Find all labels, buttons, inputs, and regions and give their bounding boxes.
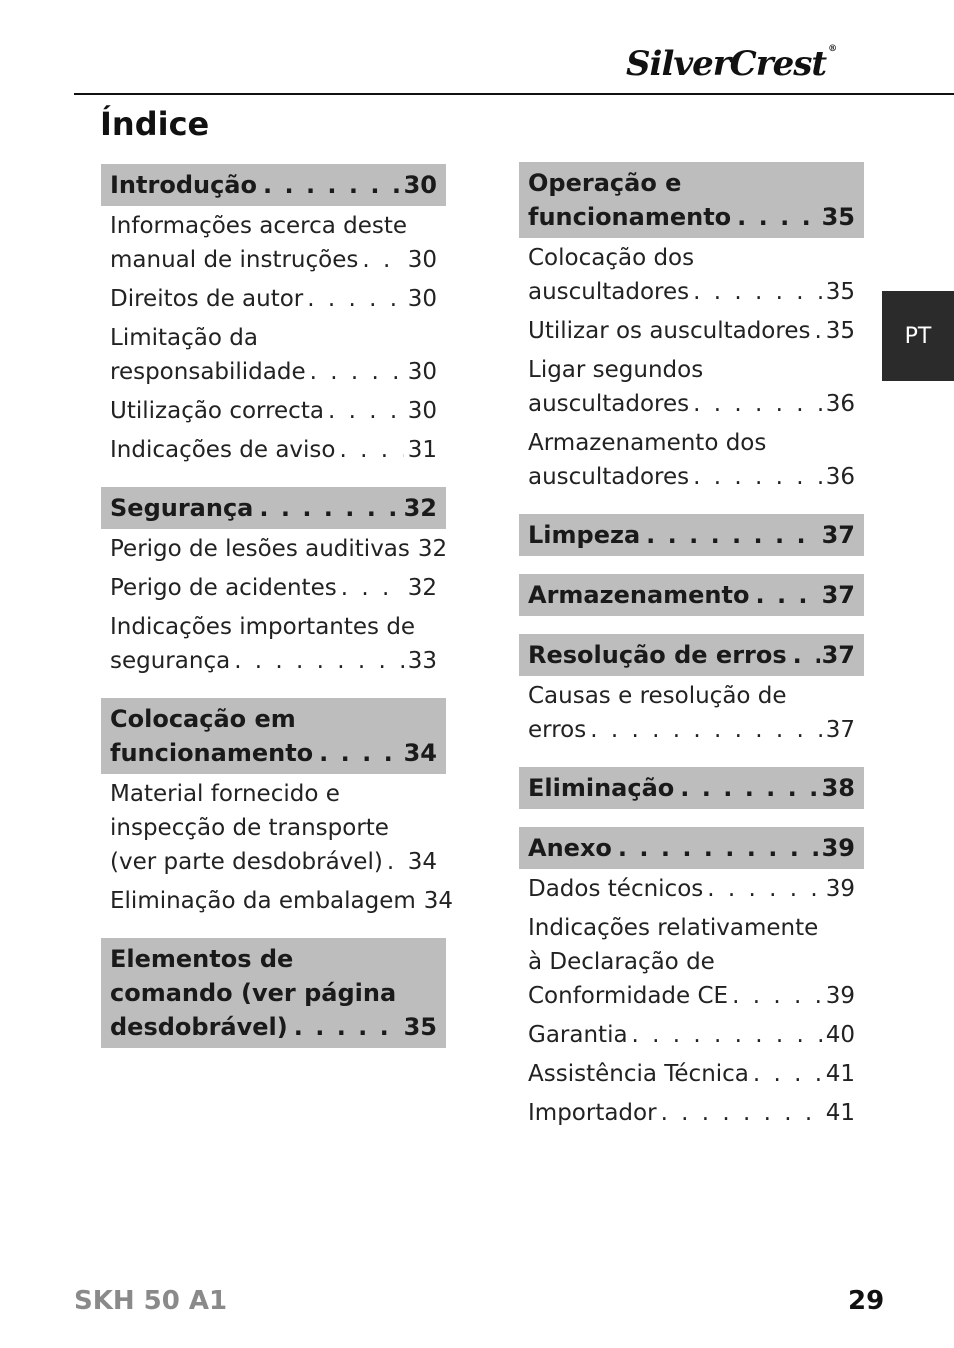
entry-title-row (528, 1096, 855, 1130)
toc-entry[interactable] (528, 350, 855, 423)
entry-title-row (528, 387, 855, 421)
entry-title-line: Causas e resolução de (528, 683, 787, 709)
page-number: 30 (407, 359, 437, 385)
section-title: Eliminação (528, 774, 675, 802)
toc-section (519, 514, 864, 556)
page-number: 36 (825, 391, 855, 417)
dot-leader (259, 491, 401, 525)
entry-title: Eliminação da embalagem (110, 888, 416, 914)
toc-entry[interactable] (528, 1054, 855, 1093)
toc-section (519, 574, 864, 616)
entry-title: Indicações de aviso (110, 437, 336, 463)
page-number: 32 (407, 575, 437, 601)
page-number: 39 (821, 834, 855, 862)
entry-title-line: Limitação da (110, 325, 258, 351)
toc-entry-list (101, 206, 446, 469)
entry-title-row (528, 979, 855, 1013)
entry-title-row (528, 1018, 855, 1052)
dot-leader (632, 1018, 822, 1052)
entry-title-row (110, 845, 437, 879)
page-number: 33 (407, 648, 437, 674)
dot-leader (732, 979, 822, 1013)
section-title-row (528, 518, 855, 552)
page-number: 38 (821, 774, 855, 802)
section-title: Segurança (110, 494, 254, 522)
section-title-row (528, 831, 855, 865)
entry-title: erros (528, 717, 587, 743)
page-number: 37 (821, 641, 855, 669)
dot-leader (339, 433, 403, 467)
page-number: 30 (407, 286, 437, 312)
toc-entry[interactable] (110, 391, 437, 430)
page-title: Índice (100, 105, 210, 143)
toc-entry[interactable] (528, 869, 855, 908)
toc-entry[interactable] (110, 774, 437, 881)
entry-title-line: Armazenamento dos (528, 430, 767, 456)
toc-entry[interactable] (110, 568, 437, 607)
toc-section (519, 827, 864, 1132)
entry-title-row (110, 433, 437, 467)
brand-logo (626, 44, 886, 84)
entry-title: segurança (110, 648, 231, 674)
dot-leader (234, 644, 404, 678)
dot-leader (793, 638, 820, 672)
toc-section (101, 938, 446, 1048)
entry-title-line: inspecção de transporte (110, 815, 389, 841)
dot-leader (341, 571, 404, 605)
entry-title-line: à Declaração de (528, 949, 715, 975)
entry-title-row (528, 1057, 855, 1091)
page-number: 41 (825, 1100, 855, 1126)
entry-title: Utilização correcta (110, 398, 324, 424)
toc-entry-list (101, 774, 454, 920)
entry-title-row (110, 282, 437, 316)
entry-title: auscultadores (528, 464, 690, 490)
section-title-row (110, 1010, 437, 1044)
entry-title-row (110, 243, 437, 277)
entry-title: Importador (528, 1100, 657, 1126)
toc-section-header[interactable] (519, 767, 864, 809)
toc-entry[interactable] (528, 1015, 855, 1054)
toc-section-header[interactable] (101, 164, 446, 206)
section-title-line: Colocação em (110, 705, 296, 733)
dot-leader (387, 845, 404, 879)
dot-leader (319, 736, 401, 770)
toc-section-header[interactable] (519, 634, 864, 676)
toc-entry[interactable] (528, 676, 855, 749)
registered-mark: ® (828, 44, 837, 54)
header-rule (74, 93, 954, 95)
entry-title: Direitos de autor (110, 286, 304, 312)
entry-title: manual de instruções (110, 247, 359, 273)
entry-title: Utilizar os auscultadores (528, 318, 811, 344)
toc-section (101, 487, 446, 680)
section-title-row (528, 638, 855, 672)
page-number: 37 (825, 717, 855, 743)
dot-leader (310, 355, 404, 389)
footer-model: SKH 50 A1 (74, 1286, 228, 1316)
entry-title-row (110, 644, 437, 678)
section-title-row (110, 736, 437, 770)
dot-leader (737, 200, 819, 234)
entry-title-row (110, 355, 437, 389)
page-number: 35 (403, 1013, 437, 1041)
section-title: funcionamento (110, 739, 314, 767)
page-number: 39 (825, 876, 855, 902)
section-title: Armazenamento (528, 581, 750, 609)
entry-title-row (110, 394, 437, 428)
entry-title-line: Indicações importantes de (110, 614, 416, 640)
dot-leader (680, 771, 819, 805)
dot-leader (661, 1096, 822, 1130)
section-title-row (528, 771, 855, 805)
page-number: 36 (825, 464, 855, 490)
page-number: 40 (825, 1022, 855, 1048)
toc-entry-list (519, 676, 864, 749)
language-tab (882, 291, 954, 381)
entry-title-row (528, 275, 855, 309)
page-number: 37 (821, 521, 855, 549)
toc-entry[interactable] (528, 311, 855, 350)
toc-section (101, 698, 454, 920)
page-number: 30 (403, 171, 437, 199)
toc-section-header[interactable] (101, 698, 446, 774)
toc-section-header[interactable] (519, 162, 864, 238)
toc-entry-list (519, 869, 864, 1132)
entry-title-row (528, 314, 855, 348)
entry-title: responsabilidade (110, 359, 306, 385)
toc-entry[interactable] (110, 881, 454, 920)
section-title-row (528, 200, 855, 234)
page-number: 34 (407, 849, 437, 875)
section-title: Introdução (110, 171, 257, 199)
page-number: 32 (417, 536, 448, 562)
entry-title-row (528, 713, 855, 747)
section-title-row (110, 491, 437, 525)
entry-title: (ver parte desdobrável) (110, 849, 383, 875)
toc-entry[interactable] (528, 908, 855, 1015)
section-title: Anexo (528, 834, 612, 862)
toc-right-column (519, 162, 864, 1150)
entry-title-row (528, 872, 855, 906)
toc-section (519, 162, 864, 496)
entry-title: Assistência Técnica (528, 1061, 749, 1087)
dot-leader (362, 243, 403, 277)
entry-title: Conformidade CE (528, 983, 729, 1009)
entry-title-row (110, 884, 454, 918)
page-number: 30 (407, 398, 437, 424)
toc-section (101, 164, 446, 469)
toc-entry[interactable] (110, 607, 437, 680)
toc-section-header[interactable] (519, 827, 864, 869)
entry-title-row (110, 571, 437, 605)
page-number: 32 (403, 494, 437, 522)
dot-leader (693, 275, 822, 309)
toc-section (519, 634, 864, 749)
toc-entry[interactable] (110, 206, 437, 279)
toc-section-header[interactable] (519, 514, 864, 556)
entry-title: Perigo de lesões auditivas (110, 536, 410, 562)
dot-leader (814, 314, 821, 348)
entry-title-line: Colocação dos (528, 245, 695, 271)
entry-title: Garantia (528, 1022, 628, 1048)
language-code: PT (904, 323, 932, 349)
dot-leader (707, 872, 821, 906)
toc-section-header[interactable] (101, 487, 446, 529)
toc-entry[interactable] (110, 279, 437, 318)
entry-title: auscultadores (528, 279, 690, 305)
page-number: 35 (821, 203, 855, 231)
page-number: 34 (403, 739, 437, 767)
toc-entry-list (101, 529, 446, 680)
entry-title: auscultadores (528, 391, 690, 417)
entry-title-line: Material fornecido e (110, 781, 340, 807)
entry-title: Perigo de acidentes (110, 575, 337, 601)
dot-leader (590, 713, 822, 747)
entry-title: Dados técnicos (528, 876, 704, 902)
section-title-line: Operação e (528, 169, 682, 197)
toc-entry[interactable] (528, 1093, 855, 1132)
page-number: 35 (825, 279, 855, 305)
toc-entry[interactable] (110, 430, 437, 469)
section-title-row (528, 578, 855, 612)
entry-title-line: Ligar segundos (528, 357, 704, 383)
page-number: 39 (825, 983, 855, 1009)
page-number: 31 (407, 437, 437, 463)
section-title: Resolução de erros (528, 641, 787, 669)
section-title-line: comando (ver página (110, 979, 397, 1007)
page-number: 37 (821, 581, 855, 609)
dot-leader (693, 387, 822, 421)
dot-leader (618, 831, 820, 865)
toc-section (519, 767, 864, 809)
entry-title-row (528, 460, 855, 494)
dot-leader (294, 1010, 402, 1044)
section-title: desdobrável) (110, 1013, 288, 1041)
section-title-row (110, 168, 437, 202)
dot-leader (263, 168, 402, 202)
dot-leader (307, 282, 403, 316)
toc-entry[interactable] (110, 529, 448, 568)
toc-section-header[interactable] (519, 574, 864, 616)
toc-entry[interactable] (528, 238, 855, 311)
dot-leader (328, 394, 404, 428)
entry-title-row (110, 532, 448, 566)
toc-left-column (101, 164, 454, 1066)
page-number: 30 (407, 247, 437, 273)
toc-entry[interactable] (110, 318, 437, 391)
dot-leader (693, 460, 822, 494)
page-number: 35 (825, 318, 855, 344)
dot-leader (646, 518, 819, 552)
footer-page-number: 29 (848, 1286, 885, 1316)
section-title: funcionamento (528, 203, 732, 231)
toc-entry-list (519, 238, 864, 496)
dot-leader (755, 578, 819, 612)
brand-name: SilverCrest (626, 44, 827, 84)
toc-entry[interactable] (528, 423, 855, 496)
toc-section-header[interactable] (101, 938, 446, 1048)
section-title-line: Elementos de (110, 945, 294, 973)
dot-leader (753, 1057, 822, 1091)
page-number: 41 (825, 1061, 855, 1087)
entry-title-line: Indicações relativamente (528, 915, 819, 941)
entry-title-line: Informações acerca deste (110, 213, 408, 239)
section-title: Limpeza (528, 521, 641, 549)
page-number: 34 (423, 888, 454, 914)
